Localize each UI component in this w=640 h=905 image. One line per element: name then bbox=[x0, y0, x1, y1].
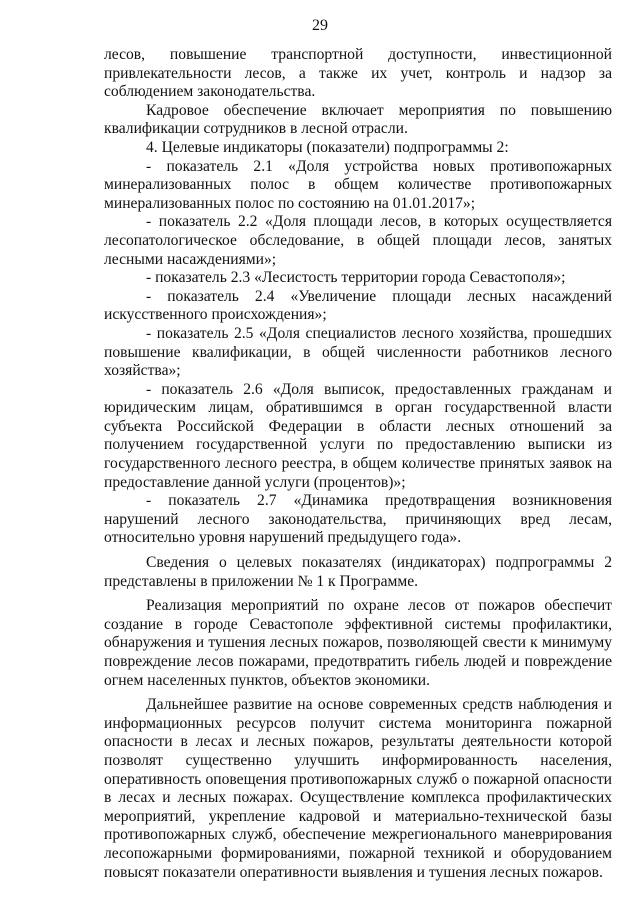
paragraph-fire-protection: Реализация мероприятий по охране лесов от пожаров обеспечит создание в городе Севастополе эффективной системы профилактики, обнаружения и тушения лесных пожаров, позволяющей свести к минимуму повреждение лесов пожарами, предотвратить гибель людей и повреждение огнем населенных пунктов, объектов экономики. bbox=[104, 597, 612, 689]
indicator-2-4: - показатель 2.4 «Увеличение площади лесных насаждений искусственного происхождения»; bbox=[104, 287, 612, 324]
paragraph-staffing: Кадровое обеспечение включает мероприятия по повышению квалификации сотрудников в лесной отрасли. bbox=[104, 101, 612, 138]
heading-target-indicators: 4. Целевые индикаторы (показатели) подпрограммы 2: bbox=[146, 138, 509, 156]
document-body bbox=[104, 46, 612, 882]
paragraph-forest-access: лесов, повышение транспортной доступности, инвестиционной привлекательности лесов, а также их учет, контроль и надзор за соблюдением законодательства. bbox=[104, 46, 612, 101]
paragraph-indicator-info: Сведения о целевых показателях (индикаторах) подпрограммы 2 представлены в приложении № 1 к Программе. bbox=[104, 554, 612, 590]
indicator-2-2: - показатель 2.2 «Доля площади лесов, в которых осуществляется лесопатологическое обследование, в общей площади лесов, занятых лесными насаждениями»; bbox=[104, 213, 612, 268]
indicator-2-5: - показатель 2.5 «Доля специалистов лесного хозяйства, прошедших повышение квалификации, в общей численности работников лесного хозяйства»; bbox=[104, 324, 612, 380]
indicator-2-6: - показатель 2.6 «Доля выписок, предоставленных гражданам и юридическим лицам, обратившимся в орган государственной власти субъекта Российской Федерации в области лесных отношений за получением государственной услуги по предоставлению выписки из государственного лесного реестра, в общем количестве принятых заявок на предоставление данной услуги (процентов)»; bbox=[104, 380, 612, 491]
indicator-2-3: - показатель 2.3 «Лесистость территории города Севастополя»; bbox=[146, 269, 566, 287]
indicator-2-7: - показатель 2.7 «Динамика предотвращения возникновения нарушений лесного законодательства, причиняющих вред лесам, относительно уровня нарушений предыдущего года». bbox=[104, 492, 612, 547]
page-number: 29 bbox=[312, 17, 328, 34]
indicator-2-1: - показатель 2.1 «Доля устройства новых противопожарных минерализованных полос в общем количестве противопожарных минерализованных полос по состоянию на 01.01.2017»; bbox=[104, 157, 612, 212]
paragraph-monitoring-development: Дальнейшее развитие на основе современных средств наблюдения и информационных ресурсов получит система мониторинга пожарной опасности в лесах и лесных пожаров, результаты деятельности которой позволят существенно улучшить информированность населения, оперативность оповещения противопожарных служб о пожарной опасности в лесах и лесных пожарах. Осуществление комплекса профилактических мероприятий, укрепление кадровой и материально-технической базы противопожарных служб, обеспечение межрегионального маневрирования лесопожарными формированиями, пожарной техникой и оборудованием повысят показатели оперативности выявления и тушения лесных пожаров. bbox=[104, 696, 612, 881]
